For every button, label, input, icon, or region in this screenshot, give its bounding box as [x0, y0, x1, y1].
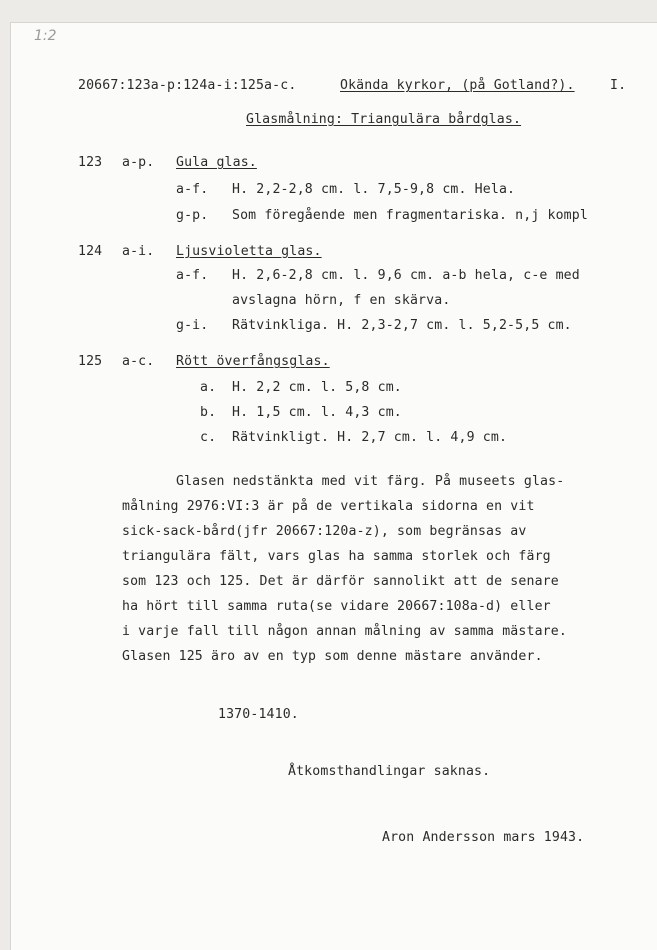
- paragraph-line: i varje fall till någon annan målning av samma mästare.: [122, 624, 567, 639]
- paragraph-line: som 123 och 125. Det är därför sannolikt att de senare: [122, 574, 559, 589]
- corner-note: 1:2: [34, 28, 57, 44]
- item-key: a.: [200, 380, 217, 395]
- item-key: b.: [200, 405, 217, 420]
- group-range: a-i.: [122, 244, 155, 259]
- group-range: a-p.: [122, 155, 155, 170]
- item-text: H. 2,2-2,8 cm. l. 7,5-9,8 cm. Hela.: [232, 182, 516, 197]
- paragraph-line: sick-sack-bård(jfr 20667:120a-z), som begränsas av: [122, 524, 527, 539]
- group-range: a-c.: [122, 354, 155, 369]
- paragraph-line: triangulära fält, vars glas ha samma storlek och färg: [122, 549, 551, 564]
- paragraph-line: Glasen 125 äro av en typ som denne mästare använder.: [122, 649, 543, 664]
- paragraph-line: målning 2976:VI:3 är på de vertikala sidorna en vit: [122, 499, 535, 514]
- item-text: avslagna hörn, f en skärva.: [232, 293, 451, 308]
- item-key: c.: [200, 430, 217, 445]
- group-number: 125: [78, 354, 103, 369]
- item-key: g-p.: [176, 208, 209, 223]
- item-text: Som föregående men fragmentariska. n,j kompl: [232, 208, 588, 223]
- group-title: Gula glas.: [176, 155, 257, 170]
- group-title: Ljusvioletta glas.: [176, 244, 322, 259]
- item-text: H. 2,6-2,8 cm. l. 9,6 cm. a-b hela, c-e med: [232, 268, 580, 283]
- catalog-ref: 20667:123a-p:124a-i:125a-c.: [78, 78, 297, 93]
- signature: Aron Andersson mars 1943.: [382, 830, 585, 845]
- item-key: a-f.: [176, 268, 209, 283]
- group-title: Rött överfångsglas.: [176, 354, 330, 369]
- location: Okända kyrkor, (på Gotland?).: [340, 78, 575, 93]
- section-number: I.: [610, 78, 627, 93]
- item-text: H. 2,2 cm. l. 5,8 cm.: [232, 380, 402, 395]
- item-text: H. 1,5 cm. l. 4,3 cm.: [232, 405, 402, 420]
- item-key: a-f.: [176, 182, 209, 197]
- group-number: 124: [78, 244, 103, 259]
- paragraph-line: ha hört till samma ruta(se vidare 20667:108a-d) eller: [122, 599, 551, 614]
- dating: 1370-1410.: [218, 707, 299, 722]
- access-note: Åtkomsthandlingar saknas.: [288, 764, 491, 779]
- item-text: Rätvinkliga. H. 2,3-2,7 cm. l. 5,2-5,5 cm.: [232, 318, 572, 333]
- group-number: 123: [78, 155, 103, 170]
- item-text: Rätvinkligt. H. 2,7 cm. l. 4,9 cm.: [232, 430, 508, 445]
- subtitle: Glasmålning: Triangulära bårdglas.: [246, 112, 522, 127]
- item-key: g-i.: [176, 318, 209, 333]
- paragraph-line: Glasen nedstänkta med vit färg. På museets glas-: [176, 474, 565, 489]
